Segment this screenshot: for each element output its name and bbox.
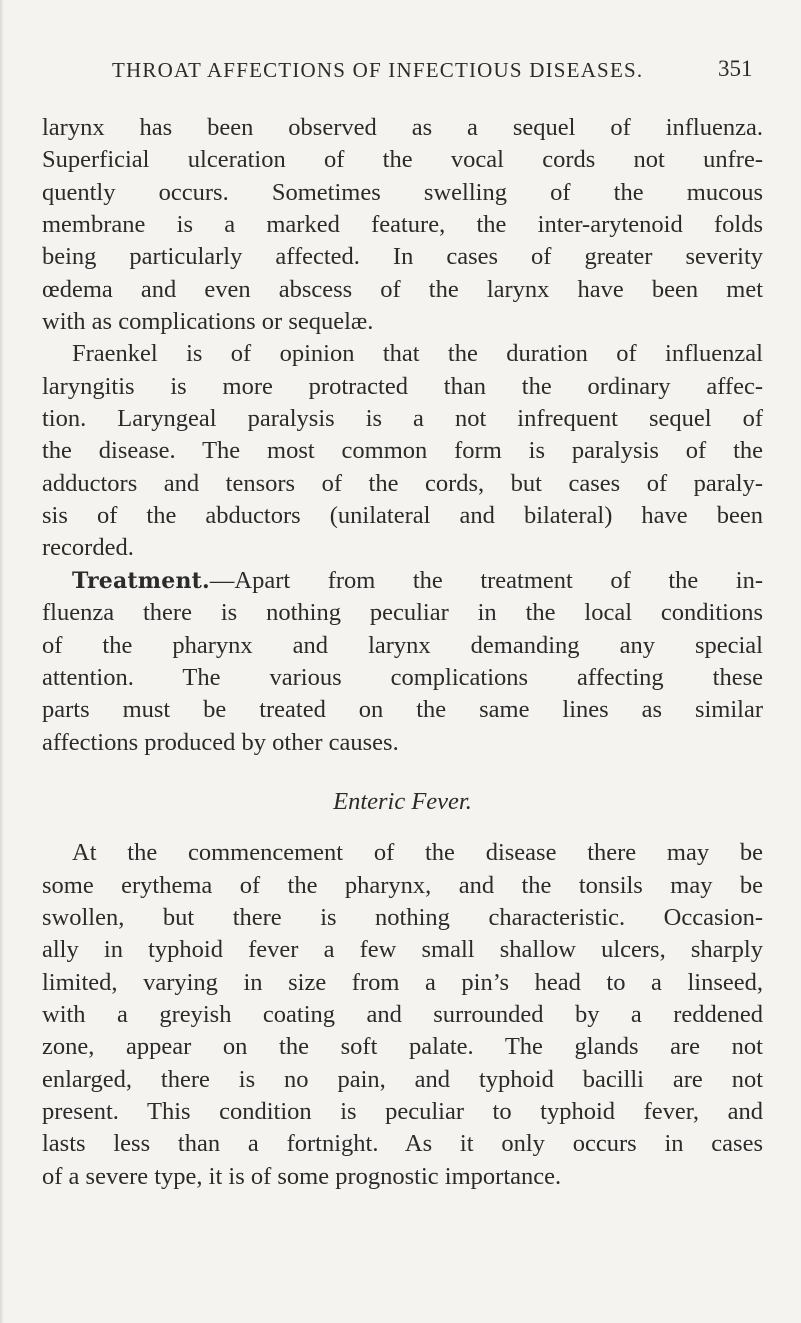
text-line: some erythema of the pharynx, and the tonsils may be (42, 871, 763, 899)
text-line: ally in typhoid fever a few small shallow ulcers, sharply (42, 936, 763, 964)
paragraph-larynx-sequel (42, 112, 763, 338)
text-line: tion. Laryngeal paralysis is a not infrequent sequel of (42, 405, 763, 433)
text-line: present. This condition is peculiar to typhoid fever, and (42, 1097, 763, 1125)
text-line: affections produced by other causes. (42, 728, 399, 756)
text-line: quently occurs. Sometimes swelling of the mucous (42, 178, 763, 206)
text-line: enlarged, there is no pain, and typhoid bacilli are not (42, 1065, 763, 1093)
page-number: 351 (718, 56, 753, 81)
text-line: parts must be treated on the same lines as similar (42, 696, 763, 724)
text-line: sis of the abductors (unilateral and bilateral) have been (42, 502, 763, 530)
section-heading-enteric-fever: Enteric Fever. (333, 787, 472, 815)
text-line: membrane is a marked feature, the inter-arytenoid folds (42, 211, 763, 239)
text-line: œdema and even abscess of the larynx have been met (42, 275, 763, 303)
text-line: adductors and tensors of the cords, but cases of paraly- (42, 469, 763, 497)
text-line: attention. The various complications affecting these (42, 663, 763, 691)
text-line: of the pharynx and larynx demanding any special (42, 631, 763, 659)
treatment-first-line-text: —Apart from the treatment of the in- (209, 566, 763, 594)
text-line: swollen, but there is nothing characteristic. Occasion- (42, 903, 763, 931)
treatment-run-in-heading: Treatment. (72, 567, 210, 594)
text-line: lasts less than a fortnight. As it only occurs in cases (42, 1130, 763, 1158)
text-line: Superficial ulceration of the vocal cords not unfre- (42, 146, 763, 174)
page-edge-shadow (0, 0, 4, 1323)
text-line: larynx has been observed as a sequel of influenza. (42, 114, 763, 141)
text-line (42, 565, 763, 597)
text-line: Fraenkel is of opinion that the duration of influenzal (72, 340, 763, 368)
text-line: limited, varying in size from a pin’s head to a linseed, (42, 968, 763, 996)
running-head-title: THROAT AFFECTIONS OF INFECTIOUS DISEASES. (112, 58, 644, 82)
paragraph-treatment (42, 565, 763, 759)
text-line: the disease. The most common form is paralysis of the (42, 437, 763, 465)
text-line: of a severe type, it is of some prognostic importance. (42, 1162, 562, 1190)
text-line: fluenza there is nothing peculiar in the local conditions (42, 599, 763, 627)
paragraph-enteric-fever (42, 837, 763, 1193)
body-text (42, 112, 763, 1193)
paragraph-fraenkel (42, 338, 763, 564)
text-line: with as complications or sequelæ. (42, 308, 374, 336)
text-line: being particularly affected. In cases of greater severity (42, 243, 763, 271)
text-line: At the commencement of the disease there may be (72, 839, 763, 867)
text-line: recorded. (42, 534, 134, 562)
text-line: with a greyish coating and surrounded by a reddened (42, 1000, 763, 1028)
text-line: zone, appear on the soft palate. The glands are not (42, 1033, 763, 1061)
text-line: laryngitis is more protracted than the ordinary affec- (42, 372, 763, 400)
